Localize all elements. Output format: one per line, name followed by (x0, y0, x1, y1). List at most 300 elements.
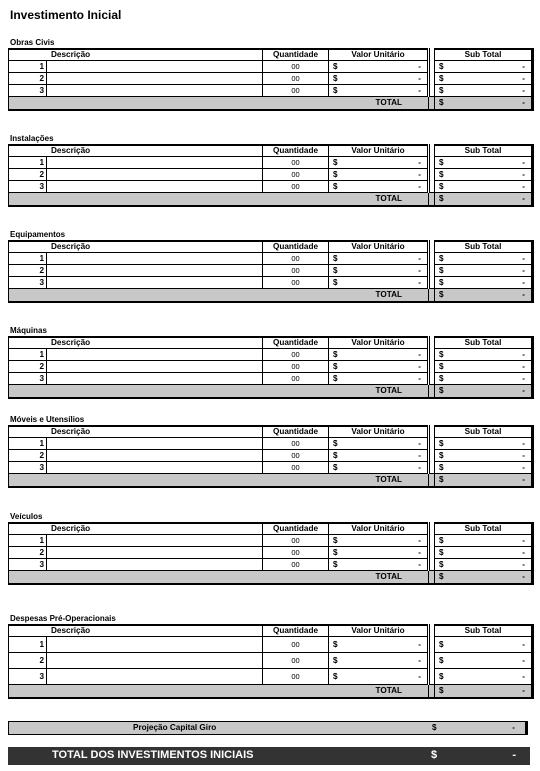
header-sub-total: Sub Total (435, 241, 533, 252)
unit-value: - (418, 361, 421, 371)
description-cell[interactable] (47, 652, 263, 668)
currency-symbol: $ (439, 475, 444, 485)
unit-value: - (418, 157, 421, 167)
subtotal-value: - (522, 671, 525, 681)
row-number: 3 (9, 276, 47, 288)
unit-value-cell[interactable] (329, 652, 429, 668)
table-row (9, 372, 533, 384)
header-quantidade: Quantidade (263, 145, 329, 156)
table-row (9, 252, 533, 264)
section-title: Móveis e Utensílios (10, 415, 85, 424)
subtotal-cell (435, 534, 533, 546)
quantity-cell[interactable]: 00 (263, 84, 329, 96)
description-cell[interactable] (47, 360, 263, 372)
total-row (9, 384, 533, 398)
header-row (9, 145, 533, 156)
total-value: - (522, 194, 525, 204)
currency-symbol: $ (333, 462, 338, 472)
capital-giro-value: - (512, 723, 515, 732)
header-quantidade: Quantidade (263, 625, 329, 636)
header-row (9, 337, 533, 348)
table-row (9, 348, 533, 360)
currency-symbol: $ (439, 85, 444, 95)
header-quantidade: Quantidade (263, 523, 329, 534)
subtotal-value: - (522, 73, 525, 83)
currency-symbol: $ (439, 559, 444, 569)
unit-value-cell[interactable] (329, 168, 429, 180)
currency-symbol: $ (333, 181, 338, 191)
description-cell[interactable] (47, 276, 263, 288)
subtotal-cell (435, 168, 533, 180)
table-row (9, 84, 533, 96)
total-value: - (522, 290, 525, 300)
total-value-cell (435, 288, 533, 302)
unit-value: - (418, 462, 421, 472)
table-row (9, 168, 533, 180)
description-cell[interactable] (47, 72, 263, 84)
unit-value: - (418, 547, 421, 557)
currency-symbol: $ (439, 450, 444, 460)
quantity-cell[interactable]: 00 (263, 636, 329, 652)
row-number: 3 (9, 372, 47, 384)
description-cell[interactable] (47, 437, 263, 449)
table-row (9, 156, 533, 168)
description-cell[interactable] (47, 558, 263, 570)
subtotal-cell (435, 668, 533, 684)
unit-value: - (418, 61, 421, 71)
quantity-cell[interactable]: 00 (263, 546, 329, 558)
header-quantidade: Quantidade (263, 337, 329, 348)
table-row (9, 449, 533, 461)
quantity-cell[interactable]: 00 (263, 558, 329, 570)
quantity-cell[interactable]: 00 (263, 264, 329, 276)
subtotal-cell (435, 360, 533, 372)
currency-symbol: $ (333, 157, 338, 167)
currency-symbol: $ (333, 655, 338, 665)
subtotal-cell (435, 372, 533, 384)
currency-symbol: $ (439, 671, 444, 681)
header-valor-unitario: Valor Unitário (329, 426, 429, 437)
currency-symbol: $ (439, 386, 444, 396)
subtotal-value: - (522, 85, 525, 95)
currency-symbol: $ (333, 450, 338, 460)
unit-value: - (418, 655, 421, 665)
subtotal-cell (435, 348, 533, 360)
header-valor-unitario: Valor Unitário (329, 625, 429, 636)
currency-symbol: $ (439, 157, 444, 167)
total-value-cell (435, 192, 533, 206)
header-quantidade: Quantidade (263, 241, 329, 252)
currency-symbol: $ (333, 169, 338, 179)
quantity-cell[interactable]: 00 (263, 252, 329, 264)
row-number: 3 (9, 84, 47, 96)
header-valor-unitario: Valor Unitário (329, 337, 429, 348)
subtotal-cell (435, 156, 533, 168)
total-label: TOTAL (9, 570, 429, 584)
unit-value-cell[interactable] (329, 558, 429, 570)
subtotal-value: - (522, 157, 525, 167)
header-valor-unitario: Valor Unitário (329, 523, 429, 534)
header-descricao: Descrição (9, 625, 263, 636)
table-row (9, 276, 533, 288)
row-number: 2 (9, 546, 47, 558)
header-row (9, 241, 533, 252)
currency-symbol: $ (333, 277, 338, 287)
quantity-cell[interactable]: 00 (263, 372, 329, 384)
currency-symbol: $ (333, 361, 338, 371)
header-row (9, 625, 533, 636)
total-label: TOTAL (9, 473, 429, 487)
description-cell[interactable] (47, 252, 263, 264)
total-value-cell (435, 384, 533, 398)
section-table (8, 624, 534, 699)
subtotal-cell (435, 264, 533, 276)
quantity-cell[interactable]: 00 (263, 180, 329, 192)
quantity-cell[interactable]: 00 (263, 276, 329, 288)
unit-value: - (418, 671, 421, 681)
section-table (8, 240, 534, 303)
unit-value: - (418, 277, 421, 287)
header-valor-unitario: Valor Unitário (329, 49, 429, 60)
currency-symbol: $ (333, 438, 338, 448)
total-value-cell (435, 684, 533, 698)
description-cell[interactable] (47, 546, 263, 558)
currency-symbol: $ (439, 349, 444, 359)
unit-value: - (418, 73, 421, 83)
subtotal-value: - (522, 181, 525, 191)
quantity-cell[interactable]: 00 (263, 668, 329, 684)
total-value-cell (435, 96, 533, 110)
quantity-cell[interactable]: 00 (263, 60, 329, 72)
header-descricao: Descrição (9, 49, 263, 60)
header-valor-unitario: Valor Unitário (329, 241, 429, 252)
unit-value: - (418, 349, 421, 359)
row-number: 1 (9, 252, 47, 264)
quantity-cell[interactable]: 00 (263, 72, 329, 84)
currency-symbol: $ (439, 181, 444, 191)
subtotal-value: - (522, 61, 525, 71)
unit-value: - (418, 253, 421, 263)
quantity-cell[interactable]: 00 (263, 461, 329, 473)
currency-symbol: $ (439, 169, 444, 179)
unit-value-cell[interactable] (329, 180, 429, 192)
subtotal-cell (435, 276, 533, 288)
section-title: Máquinas (10, 326, 47, 335)
currency-symbol: $ (439, 98, 444, 108)
currency-symbol: $ (333, 349, 338, 359)
table-row (9, 72, 533, 84)
subtotal-cell (435, 558, 533, 570)
description-cell[interactable] (47, 156, 263, 168)
unit-value-cell[interactable] (329, 372, 429, 384)
unit-value: - (418, 265, 421, 275)
row-number: 2 (9, 168, 47, 180)
table-row (9, 461, 533, 473)
description-cell[interactable] (47, 168, 263, 180)
section-table (8, 144, 534, 207)
currency-symbol: $ (333, 61, 338, 71)
capital-giro-label: Projeção Capital Giro (133, 723, 217, 732)
subtotal-cell (435, 437, 533, 449)
page-title: Investimento Inicial (10, 8, 122, 22)
section-title: Veículos (10, 512, 43, 521)
quantity-cell[interactable]: 00 (263, 534, 329, 546)
description-cell[interactable] (47, 264, 263, 276)
subtotal-value: - (522, 547, 525, 557)
description-cell[interactable] (47, 180, 263, 192)
header-sub-total: Sub Total (435, 426, 533, 437)
total-label: TOTAL (9, 96, 429, 110)
unit-value-cell[interactable] (329, 449, 429, 461)
section-table (8, 425, 534, 488)
grand-total-value: - (512, 749, 516, 761)
subtotal-cell (435, 180, 533, 192)
total-value: - (522, 572, 525, 582)
table-row (9, 534, 533, 546)
subtotal-value: - (522, 169, 525, 179)
unit-value: - (418, 450, 421, 460)
total-label: TOTAL (9, 684, 429, 698)
table-row (9, 558, 533, 570)
subtotal-value: - (522, 450, 525, 460)
table-row (9, 668, 533, 684)
row-number: 2 (9, 449, 47, 461)
subtotal-cell (435, 449, 533, 461)
subtotal-value: - (522, 559, 525, 569)
header-quantidade: Quantidade (263, 426, 329, 437)
quantity-cell[interactable]: 00 (263, 652, 329, 668)
total-label: TOTAL (9, 384, 429, 398)
subtotal-value: - (522, 265, 525, 275)
row-number: 1 (9, 156, 47, 168)
subtotal-cell (435, 636, 533, 652)
unit-value: - (418, 181, 421, 191)
unit-value-cell[interactable] (329, 156, 429, 168)
header-sub-total: Sub Total (435, 145, 533, 156)
total-row (9, 192, 533, 206)
header-descricao: Descrição (9, 426, 263, 437)
currency-symbol: $ (439, 572, 444, 582)
unit-value-cell[interactable] (329, 636, 429, 652)
table-row (9, 652, 533, 668)
total-value: - (522, 686, 525, 696)
section-title: Obras Civis (10, 38, 55, 47)
row-number: 2 (9, 72, 47, 84)
total-value-cell (435, 473, 533, 487)
subtotal-value: - (522, 438, 525, 448)
total-value: - (522, 386, 525, 396)
header-row (9, 426, 533, 437)
header-row (9, 49, 533, 60)
total-value: - (522, 98, 525, 108)
section-title: Instalações (10, 134, 54, 143)
subtotal-cell (435, 60, 533, 72)
row-number: 1 (9, 534, 47, 546)
unit-value: - (418, 85, 421, 95)
currency-symbol: $ (439, 290, 444, 300)
capital-giro-currency: $ (432, 723, 437, 732)
row-number: 1 (9, 636, 47, 652)
capital-giro-row (8, 721, 528, 735)
section-block (8, 229, 532, 303)
quantity-cell[interactable]: 00 (263, 348, 329, 360)
currency-symbol: $ (439, 655, 444, 665)
row-number: 3 (9, 558, 47, 570)
currency-symbol: $ (439, 277, 444, 287)
unit-value-cell[interactable] (329, 534, 429, 546)
currency-symbol: $ (333, 73, 338, 83)
subtotal-value: - (522, 535, 525, 545)
subtotal-value: - (522, 639, 525, 649)
row-number: 3 (9, 461, 47, 473)
total-label: TOTAL (9, 288, 429, 302)
subtotal-cell (435, 252, 533, 264)
header-valor-unitario: Valor Unitário (329, 145, 429, 156)
currency-symbol: $ (439, 639, 444, 649)
unit-value-cell[interactable] (329, 264, 429, 276)
total-row (9, 570, 533, 584)
unit-value-cell[interactable] (329, 348, 429, 360)
currency-symbol: $ (333, 373, 338, 383)
header-quantidade: Quantidade (263, 49, 329, 60)
currency-symbol: $ (333, 265, 338, 275)
subtotal-cell (435, 546, 533, 558)
description-cell[interactable] (47, 636, 263, 652)
grand-total-label: TOTAL DOS INVESTIMENTOS INICIAIS (52, 749, 254, 761)
currency-symbol: $ (439, 547, 444, 557)
unit-value: - (418, 639, 421, 649)
description-cell[interactable] (47, 84, 263, 96)
header-row (9, 523, 533, 534)
header-descricao: Descrição (9, 145, 263, 156)
subtotal-value: - (522, 349, 525, 359)
row-number: 1 (9, 348, 47, 360)
currency-symbol: $ (333, 639, 338, 649)
quantity-cell[interactable]: 00 (263, 360, 329, 372)
currency-symbol: $ (333, 535, 338, 545)
total-row (9, 288, 533, 302)
currency-symbol: $ (333, 253, 338, 263)
unit-value-cell[interactable] (329, 668, 429, 684)
total-row (9, 96, 533, 110)
unit-value-cell[interactable] (329, 60, 429, 72)
currency-symbol: $ (439, 73, 444, 83)
section-block (8, 37, 532, 111)
section-table (8, 336, 534, 399)
section-block (8, 325, 532, 399)
unit-value-cell[interactable] (329, 72, 429, 84)
header-descricao: Descrição (9, 241, 263, 252)
currency-symbol: $ (333, 559, 338, 569)
table-row (9, 60, 533, 72)
table-row (9, 360, 533, 372)
description-cell[interactable] (47, 534, 263, 546)
currency-symbol: $ (439, 253, 444, 263)
description-cell[interactable] (47, 372, 263, 384)
row-number: 3 (9, 180, 47, 192)
row-number: 1 (9, 60, 47, 72)
total-row (9, 473, 533, 487)
header-sub-total: Sub Total (435, 337, 533, 348)
description-cell[interactable] (47, 668, 263, 684)
quantity-cell[interactable]: 00 (263, 437, 329, 449)
section-title: Despesas Pré-Operacionais (10, 614, 116, 623)
currency-symbol: $ (439, 686, 444, 696)
total-value-cell (435, 570, 533, 584)
currency-symbol: $ (439, 438, 444, 448)
total-value: - (522, 475, 525, 485)
row-number: 2 (9, 652, 47, 668)
total-row (9, 684, 533, 698)
subtotal-value: - (522, 361, 525, 371)
currency-symbol: $ (439, 61, 444, 71)
currency-symbol: $ (333, 671, 338, 681)
unit-value: - (418, 438, 421, 448)
subtotal-value: - (522, 277, 525, 287)
currency-symbol: $ (333, 547, 338, 557)
table-row (9, 180, 533, 192)
table-row (9, 546, 533, 558)
section-table (8, 522, 534, 585)
header-sub-total: Sub Total (435, 49, 533, 60)
unit-value-cell[interactable] (329, 360, 429, 372)
table-row (9, 636, 533, 652)
unit-value-cell[interactable] (329, 546, 429, 558)
unit-value: - (418, 535, 421, 545)
unit-value: - (418, 169, 421, 179)
subtotal-value: - (522, 462, 525, 472)
section-block (8, 414, 532, 488)
unit-value-cell[interactable] (329, 252, 429, 264)
currency-symbol: $ (439, 373, 444, 383)
subtotal-cell (435, 652, 533, 668)
description-cell[interactable] (47, 60, 263, 72)
description-cell[interactable] (47, 348, 263, 360)
description-cell[interactable] (47, 461, 263, 473)
row-number: 1 (9, 437, 47, 449)
currency-symbol: $ (439, 194, 444, 204)
header-descricao: Descrição (9, 523, 263, 534)
row-number: 2 (9, 264, 47, 276)
currency-symbol: $ (439, 535, 444, 545)
unit-value-cell[interactable] (329, 276, 429, 288)
section-table (8, 48, 534, 111)
currency-symbol: $ (439, 361, 444, 371)
section-title: Equipamentos (10, 230, 66, 239)
currency-symbol: $ (333, 85, 338, 95)
unit-value-cell[interactable] (329, 461, 429, 473)
unit-value: - (418, 373, 421, 383)
quantity-cell[interactable]: 00 (263, 449, 329, 461)
grand-total-row (8, 747, 530, 765)
table-row (9, 437, 533, 449)
unit-value-cell[interactable] (329, 84, 429, 96)
subtotal-value: - (522, 253, 525, 263)
quantity-cell[interactable]: 00 (263, 168, 329, 180)
unit-value: - (418, 559, 421, 569)
section-block (8, 613, 532, 699)
unit-value-cell[interactable] (329, 437, 429, 449)
header-descricao: Descrição (9, 337, 263, 348)
subtotal-cell (435, 461, 533, 473)
header-sub-total: Sub Total (435, 625, 533, 636)
description-cell[interactable] (47, 449, 263, 461)
currency-symbol: $ (439, 462, 444, 472)
row-number: 3 (9, 668, 47, 684)
subtotal-cell (435, 84, 533, 96)
table-row (9, 264, 533, 276)
quantity-cell[interactable]: 00 (263, 156, 329, 168)
